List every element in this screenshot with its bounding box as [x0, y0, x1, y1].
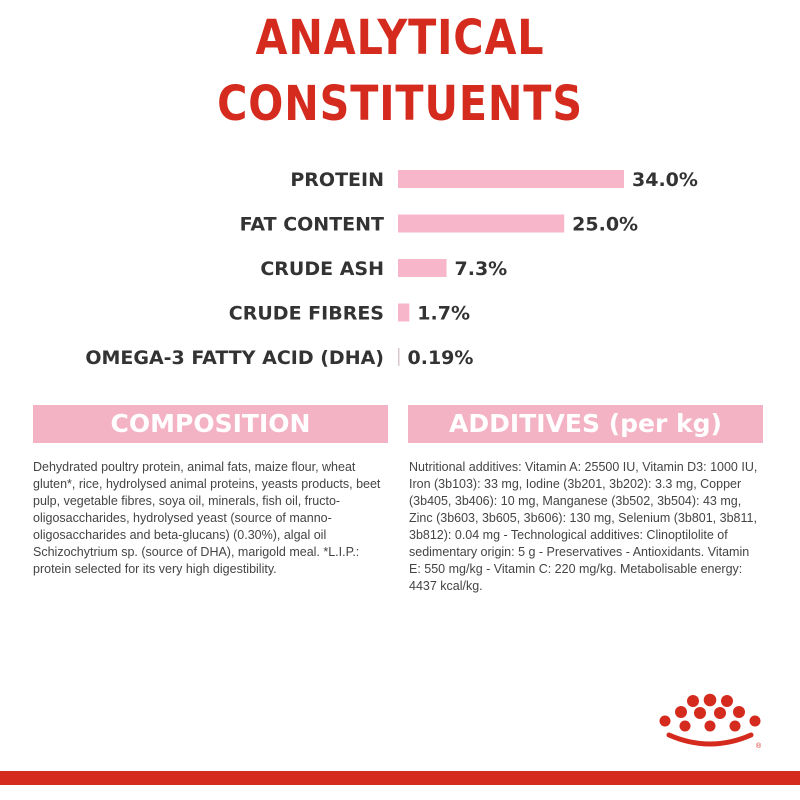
- category-label: OMEGA-3 FATTY ACID (DHA): [85, 347, 384, 369]
- bar: [398, 259, 447, 277]
- additives-text: Nutritional additives: Vitamin A: 25500 IU, Vitamin D3: 1000 IU, Iron (3b103): 33 mg, Iodine (3b201, 3b202): 3.3 mg, Copper (3b405, 3b406): 10 mg, Manganese (3b502, 3b504): 43 mg, Zinc (3b603, 3b605, 3b606): 130 mg, Selenium (3b801, 3b811, 3b812): 0.04 mg - Technological additives: Clinoptilolite of sedimentary origin: 5 g - Preservatives - Antioxidants. Vitamin E: 550 mg/kg - Vitamin C: 220 mg/kg. Metabolisable energy: 4437 kcal/kg.: [409, 460, 758, 593]
- bar: [398, 304, 409, 322]
- title-line-1: ANALYTICAL: [255, 10, 545, 66]
- composition-text: Dehydrated poultry protein, animal fats, maize flour, wheat gluten*, rice, hydrolysed animal proteins, yeasts products, beet pulp, vegetable fibres, soya oil, minerals, fish oil, fructo-oligosaccharides, hydrolysed yeast (source of manno-oligosaccharides and beta-glucans) (0.30%), algal oil Schizochytrium sp. (source of DHA), marigold meal. *L.I.P.: protein selected for its very high digestibility.: [33, 460, 381, 576]
- category-label: CRUDE FIBRES: [228, 302, 384, 325]
- category-label: FAT CONTENT: [239, 213, 384, 236]
- svg-text:®: ®: [756, 743, 762, 750]
- value-label: 25.0%: [572, 213, 639, 236]
- category-label: CRUDE ASH: [260, 258, 384, 280]
- bar: [398, 215, 564, 233]
- additives-heading: ADDITIVES (per kg): [408, 405, 763, 443]
- royal-canin-crown-logo: [655, 693, 765, 755]
- category-label: PROTEIN: [290, 169, 384, 191]
- title-line-2: CONSTITUENTS: [217, 76, 583, 132]
- value-label: 7.3%: [454, 258, 508, 280]
- analytical-constituents-chart: [0, 150, 800, 385]
- value-label: 34.0%: [632, 169, 698, 191]
- footer-red-bar: [0, 771, 800, 785]
- value-label: 1.7%: [417, 302, 471, 325]
- bar: [398, 348, 400, 366]
- composition-heading: COMPOSITION: [33, 405, 388, 443]
- bar: [398, 170, 624, 188]
- value-label: 0.19%: [407, 347, 474, 369]
